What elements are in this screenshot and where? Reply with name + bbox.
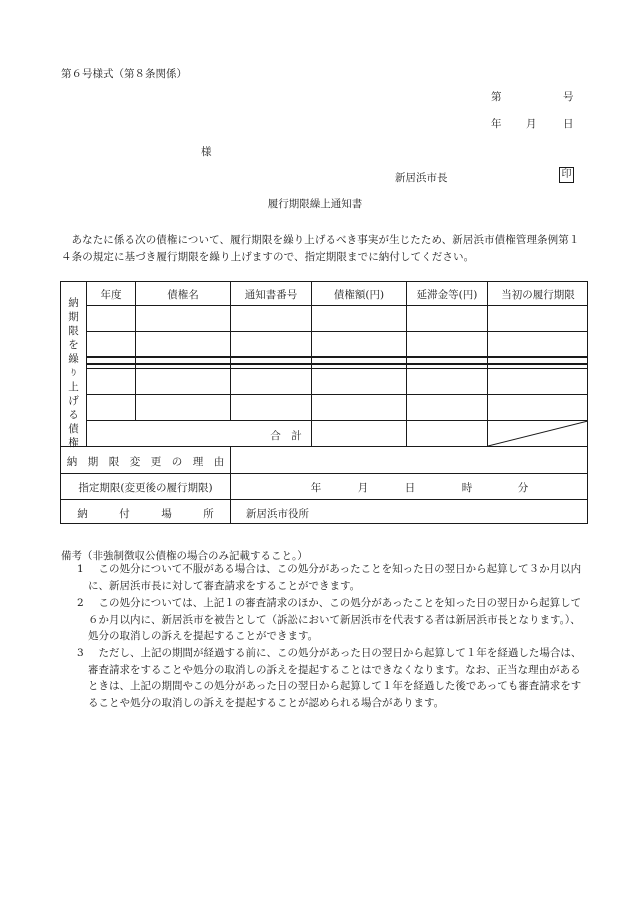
deadline-label: 指定期限(変更後の履行期限) bbox=[78, 482, 213, 494]
column-header: 延滞金等(円) bbox=[416, 289, 478, 301]
deadline-unit: 時 bbox=[461, 482, 473, 494]
column-header: 債権名 bbox=[167, 289, 199, 301]
note-item: 2 この処分については、上記１の審査請求のほか、この処分があったことを知った日の翌日から起算して６か月以内に、新居浜市を被告として（訴訟において新居浜市を代表する者は新居浜市長となります。）、処分の取消しの訴えを提起することができます。 bbox=[77, 597, 582, 642]
deadline-unit: 月 bbox=[357, 482, 369, 494]
seal-stamp: 印 bbox=[559, 167, 574, 183]
total-label: 合 計 bbox=[270, 430, 302, 442]
deadline-unit: 分 bbox=[517, 482, 529, 494]
document-number-suffix: 号 bbox=[563, 91, 574, 103]
column-header: 当初の履行期限 bbox=[501, 289, 575, 301]
obligation-table bbox=[60, 281, 588, 524]
reason-label: 納 期 限 変 更 の 理 由 bbox=[66, 456, 225, 468]
column-header: 債権額(円) bbox=[333, 289, 385, 301]
intro-paragraph: あなたに係る次の債権について、履行期限を繰り上げるべき事実が生じたため、新居浜市債権管理条例第１４条の規定に基づき履行期限を繰り上げますので、指定期限までに納付してください。 bbox=[61, 234, 580, 263]
issuer-name: 新居浜市長 bbox=[395, 172, 448, 184]
note-item: 3 ただし、上記の期間が経過する前に、この処分があった日の翌日から起算して１年を経過した場合は、審査請求をすることや処分の取消しの訴えを提起することはできなくなります。なお、正当な理由があるときは、上記の期間やこの処分があった日の翌日から起算して１年を経過した後であっても審査請求をすることや処分の取消しの訴えを提起することが認められる場合があります。 bbox=[77, 647, 582, 709]
date-month-label: 月 bbox=[526, 118, 537, 130]
addressee-suffix: 様 bbox=[201, 146, 212, 158]
note-item: 1 この処分について不服がある場合は、この処分があったことを知った日の翌日から起算して３か月以内に、新居浜市長に対して審査請求をすることができます。 bbox=[77, 563, 582, 592]
payment-place-label: 納 付 場 所 bbox=[77, 508, 214, 520]
column-header: 通知書番号 bbox=[244, 289, 298, 301]
deadline-unit: 日 bbox=[404, 482, 416, 494]
form-number: 第６号様式（第８条関係） bbox=[61, 68, 187, 80]
side-label: 納 期 限 を 繰 り 上 げ る 債 権 bbox=[68, 297, 79, 449]
payment-place-value: 新居浜市役所 bbox=[246, 508, 309, 520]
notes-heading: 備考（非強制徴収公債権の場合のみ記載すること。） bbox=[61, 550, 308, 562]
deadline-unit: 年 bbox=[310, 482, 322, 494]
date-day-label: 日 bbox=[563, 118, 574, 130]
date-year-label: 年 bbox=[491, 118, 502, 130]
diagonal-slash bbox=[488, 421, 588, 446]
document-title: 履行期限繰上通知書 bbox=[267, 198, 363, 210]
document-number-label: 第 bbox=[491, 91, 502, 103]
column-header: 年度 bbox=[100, 289, 122, 301]
